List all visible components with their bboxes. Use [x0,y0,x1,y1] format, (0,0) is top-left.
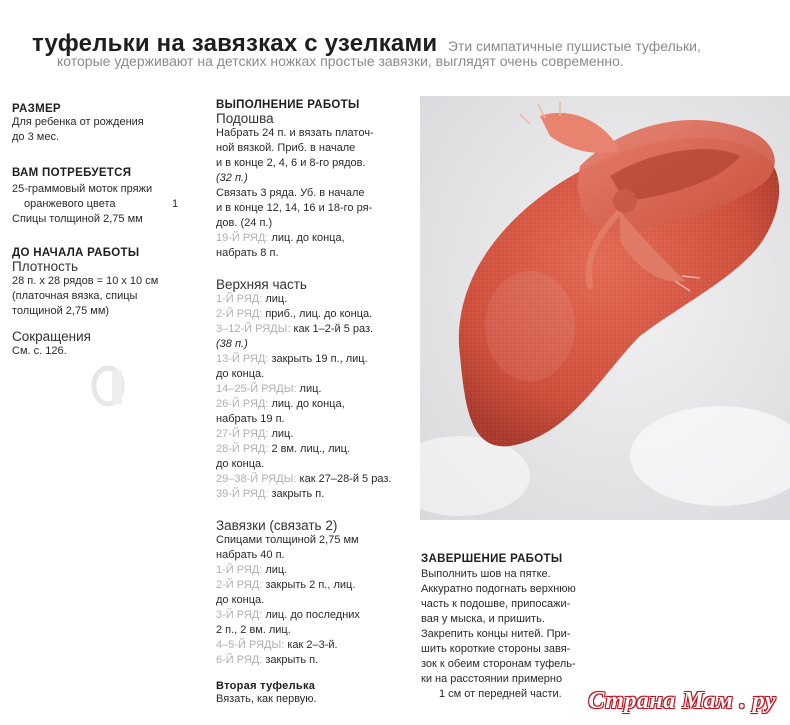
title-intro-line2: которые удерживают на детских ножках простые завязки, выглядят очень современно. [57,53,624,69]
slipper-photo [420,96,790,520]
finish-text: Выполнить шов на пятке. Аккуратно подогнать верхнюю часть к подошве, припосажи- вая у мыска, и пришить. Закрепить концы нитей. При- шить короткие стороны завя- зок к обеим сторонам туфель- ки на расстоянии примерно 1 см от передней части. [421,568,576,700]
density-text: 28 п. х 28 рядов = 10 х 10 см (платочная вязка, спицы толщиной 2,75 мм) [12,275,159,317]
need-text: 25-граммовый моток пряжи оранжевого цвета 1 Спицы толщиной 2,75 мм [12,183,179,225]
scribble-icon [86,362,130,410]
title-main: туфельки на завязках с узелками [32,30,438,57]
size-heading: РАЗМЕР [12,103,61,115]
size-text: Для ребенка от рождения до 3 мес. [12,116,144,143]
work-heading: ВЫПОЛНЕНИЕ РАБОТЫ [216,99,360,111]
left-column [12,103,212,359]
site-watermark: Страна Мам . ру [588,688,776,714]
density-subheading: Плотность [12,259,79,274]
second-heading: Вторая туфелька [216,680,316,692]
right-column [421,553,601,702]
sole-subheading: Подошва [216,111,274,126]
abbr-text: См. с. 126. [12,345,67,357]
sole-text: Набрать 24 п. и вязать платоч- ной вязкой. Приб. в начале и в конце 2, 4, 6 и 8-го рядов. (32 п.) Связать 3 ряда. Уб. в начале и в конце 12, 14, 16 и 18-го ря- дов. (24 п.) 19-Й РЯД: лиц. до конца, набрать 8 п. [216,127,374,259]
upper-text: 1-Й РЯД: лиц. 2-Й РЯД: приб., лиц. до конца. 3–12-Й РЯДЫ: как 1–2-й 5 раз. (38 п.) 13-Й РЯД: закрыть 19 п., лиц. до конца. 14–25-Й РЯДЫ: лиц. 26-Й РЯД: лиц. до конца, набрать 19 п. 27-Й РЯД: лиц. 28-Й РЯД: 2 вм. лиц., лиц. до конца. 29–38-Й РЯДЫ: как 27–28-й 5 раз. 39-Й РЯД: закрыть п. [216,293,392,500]
abbr-subheading: Сокращения [12,329,91,344]
upper-subheading: Верхняя часть [216,277,307,292]
before-heading: ДО НАЧАЛА РАБОТЫ [12,247,140,259]
middle-column [216,99,416,707]
title-intro-line1: Эти симпатичные пушистые туфельки, [447,38,701,54]
finish-heading: ЗАВЕРШЕНИЕ РАБОТЫ [421,553,563,565]
need-heading: ВАМ ПОТРЕБУЕТСЯ [12,167,132,179]
ties-subheading: Завязки (связать 2) [216,518,338,533]
knitted-slipper-image [420,96,790,520]
ties-text: Спицами толщиной 2,75 мм набрать 40 п. 1-Й РЯД: лиц. 2-Й РЯД: закрыть 2 п., лиц. до конца. 3-Й РЯД: лиц. до последних 2 п., 2 вм. лиц. 4–5-Й РЯДЫ: как 2–3-й. 6-Й РЯД: закрыть п. [216,534,360,666]
second-text: Вязать, как первую. [216,693,317,705]
